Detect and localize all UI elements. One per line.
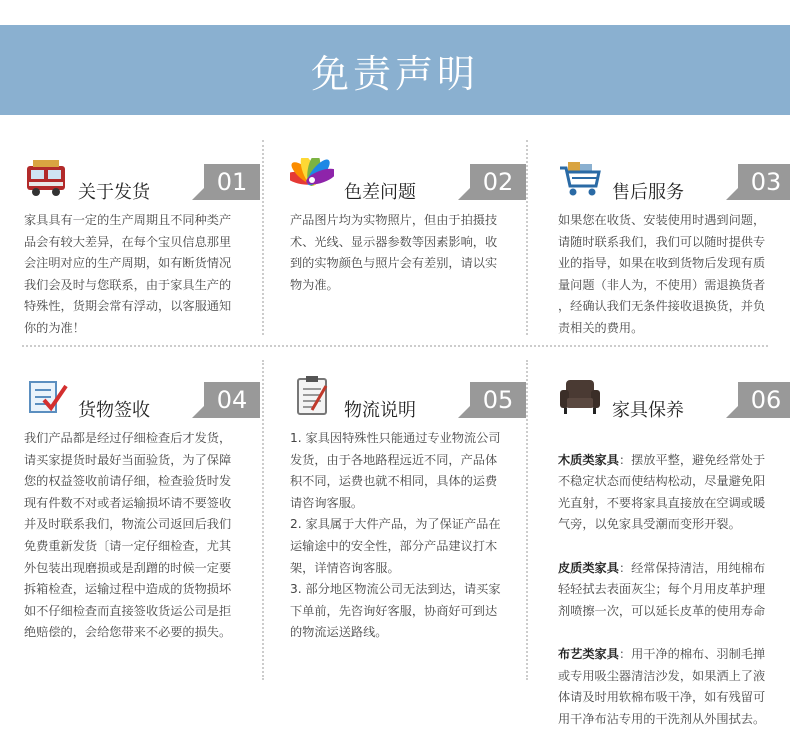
card-color-difference bbox=[290, 140, 526, 296]
divider bbox=[526, 140, 528, 335]
card-logistics bbox=[290, 358, 526, 644]
care-text: ：摆放平整，避免经常处于 不稳定状态而使结构松动，尽量避免阳 光直射，不要将家具直接放在空调或暖 气旁，以免家具受潮而变形开裂。 bbox=[558, 452, 766, 532]
card-text: 我们产品都是经过仔细检查后才发货， 请买家提货时最好当面验货，为了保障 您的权益签收前请仔细，检查验货时发 现有件数不对或者运输损坏请不要签收 并及时联系我们，物流公司返回后我们 免费重新发货〔请一定仔细检查，尤其 外包装出现磨损或是刮蹭的时候一定要 拆箱检查，运输过程中造成的货物损坏 如不仔细检查而直接签收货运公司是拒 绝赔偿的，会给您带来不必要的损失。 bbox=[24, 431, 232, 640]
page-title: 免责声明 bbox=[310, 51, 479, 96]
clipboard-icon bbox=[290, 376, 334, 416]
card-text: 产品图片均为实物照片，但由于拍摄技 术、光线、显示器参数等因素影响，收 到的实物颜色与照片会有差别，请以实 物为准。 bbox=[290, 213, 498, 292]
card-delivery bbox=[24, 140, 260, 340]
card-text: 家具具有一定的生产周期且不同种类产 品会有较大差异，在每个宝贝信息那里 会注明对应的生产周期，如有断货情况 我们会及时与您联系，由于家具生产的 特殊性，货期会常有浮动，以客服通知 你的为准！ bbox=[24, 213, 232, 335]
card-number-badge: 06 bbox=[738, 382, 790, 418]
care-paragraph-fabric bbox=[558, 644, 790, 730]
header-banner bbox=[0, 25, 790, 115]
card-title: 色差问题 bbox=[344, 182, 416, 203]
card-maintenance bbox=[558, 358, 790, 752]
armchair-icon bbox=[558, 376, 602, 416]
card-title: 关于发货 bbox=[78, 182, 150, 203]
checklist-icon bbox=[24, 376, 68, 416]
card-text: 1. 家具因特殊性只能通过专业物流公司 发货，由于各地路程远近不同，产品体 积不同，运费也就不相同，具体的运费 请咨询客服。 2. 家具属于大件产品，为了保证产品在 运输途中的安全性，部分产品建议打木 架，详情咨询客服。 3. 部分地区物流公司无法到达，请买家 下单前，先咨询好客服，协商好可到达 的物流运送路线。 bbox=[290, 431, 501, 640]
card-title: 物流说明 bbox=[344, 400, 416, 421]
shopping-cart-icon bbox=[558, 158, 602, 198]
care-label: 皮质类家具 bbox=[558, 560, 619, 575]
care-paragraph-wood bbox=[558, 450, 790, 536]
color-palette-icon bbox=[290, 158, 334, 198]
divider bbox=[22, 345, 768, 347]
divider bbox=[262, 140, 264, 335]
card-text: 如果您在收货、安装使用时遇到问题， 请随时联系我们，我们可以随时提供专 业的指导，如果在收到货物后发现有质 量问题（非人为，不使用）需退换货者 ，经确认我们无条件接收退换货，并负 责相关的费用。 bbox=[558, 213, 766, 335]
card-number-badge: 04 bbox=[204, 382, 260, 418]
divider bbox=[262, 360, 264, 680]
card-after-sales bbox=[558, 140, 790, 340]
delivery-truck-icon bbox=[24, 158, 68, 198]
card-number-badge: 02 bbox=[470, 164, 526, 200]
care-text: ：经常保持清洁，用纯棉布 轻轻拭去表面灰尘；每个月用皮革护理 剂喷擦一次，可以延长皮革的使用寿命 bbox=[558, 560, 766, 618]
care-label: 布艺类家具 bbox=[558, 646, 619, 661]
card-receipt bbox=[24, 358, 260, 644]
card-title: 家具保养 bbox=[612, 400, 684, 421]
care-label: 木质类家具 bbox=[558, 452, 619, 467]
divider bbox=[526, 360, 528, 680]
card-number-badge: 05 bbox=[470, 382, 526, 418]
disclaimer-grid bbox=[0, 140, 790, 726]
care-paragraph-leather bbox=[558, 558, 790, 623]
card-title: 货物签收 bbox=[78, 400, 150, 421]
card-number-badge: 03 bbox=[738, 164, 790, 200]
card-number-badge: 01 bbox=[204, 164, 260, 200]
care-text: ：用干净的棉布、羽制毛掸 或专用吸尘器清洁沙发，如果洒上了液 体请及时用软棉布吸干净，如有残留可 用干净布沾专用的干洗剂从外围拭去。 bbox=[558, 646, 766, 726]
card-text bbox=[558, 428, 790, 752]
card-title: 售后服务 bbox=[612, 182, 684, 203]
